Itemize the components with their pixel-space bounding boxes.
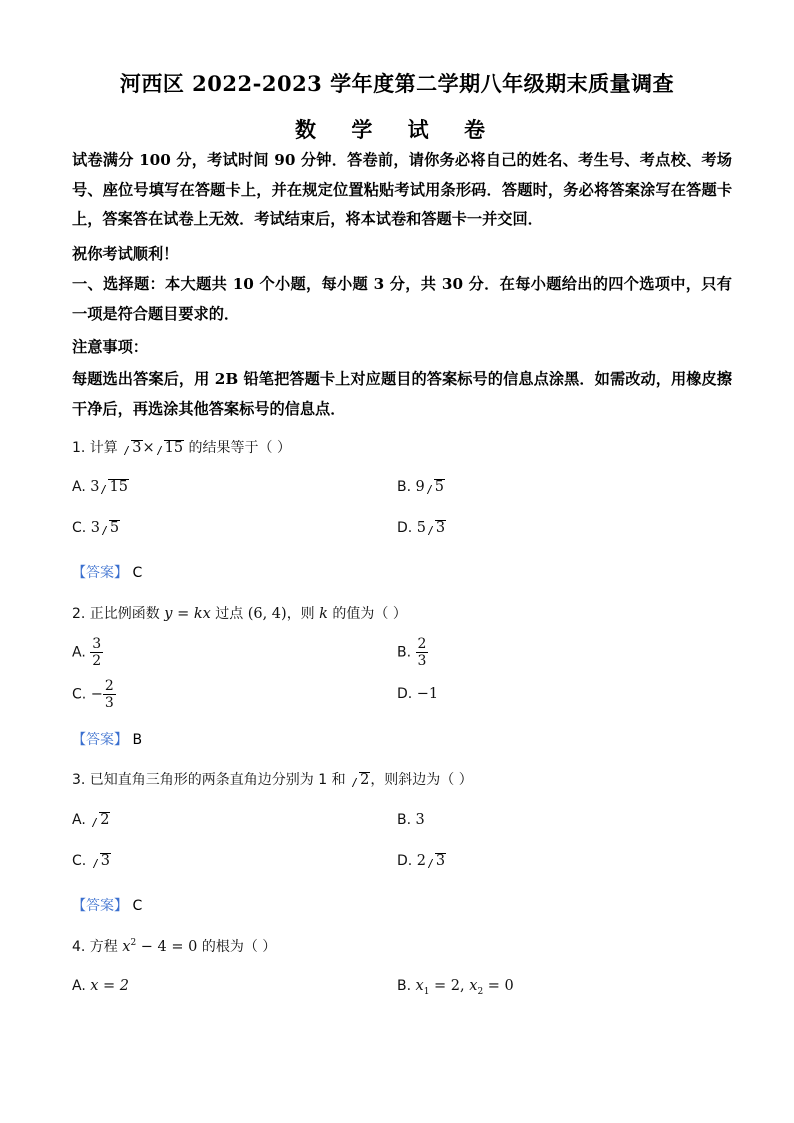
question-3-stem: 3. 已知直角三角形的两条直角边分别为 1 和 2，则斜边为（ ） <box>72 772 473 788</box>
question-3-option-d[interactable]: D. 2 3 <box>397 853 446 869</box>
sqrt-symbol: 15 <box>155 440 184 456</box>
question-2-stem: 2. 正比例函数 y = kx 过点 (6, 4)，则 k 的值为（ ） <box>72 606 407 622</box>
question-1-option-a[interactable]: A. 3 15 <box>72 479 128 495</box>
sqrt-symbol: 3 <box>122 440 142 456</box>
question-3-answer: 【答案】 C <box>72 898 143 914</box>
question-1-option-c[interactable]: C. 3 5 <box>72 520 120 536</box>
question-2-option-b[interactable]: B. $\frac{2}{3}$ <box>397 636 427 669</box>
question-4-option-a[interactable]: A. x = 2 <box>72 978 130 994</box>
question-3-option-c[interactable]: C. 3 <box>72 853 110 869</box>
question-4-stem: 4. 方程 $x^2 - 4 = 0$ 的根为（ ） <box>72 938 277 955</box>
question-2-answer: 【答案】 B <box>72 732 143 748</box>
notice-title: 注意事项： <box>72 338 148 356</box>
question-1-option-b[interactable]: B. 9 5 <box>397 479 444 495</box>
question-1-option-d[interactable]: D. 5 3 <box>397 520 446 536</box>
question-2-option-d[interactable]: D. −1 <box>397 686 439 702</box>
instructions-intro: 试卷满分 100 分，考试时间 90 分钟．答卷前，请你务必将自己的姓名、考生号、考点校、考场号、座位号填写在答题卡上，并在规定位置粘贴考试用条形码．答题时，务必将答案涂写在答题卡上，答案答在试卷上无效．考试结束后，将本试卷和答题卡一并交回． <box>72 151 732 228</box>
question-2-option-c[interactable]: C. − $\frac{2}{3}$ <box>72 678 114 711</box>
instructions-wish: 祝你考试顺利！ <box>72 245 179 263</box>
notice-body: 每题选出答案后，用 2B 铅笔把答题卡上对应题目的答案标号的信息点涂黑．如需改动，用橡皮擦干净后，再选涂其他答案标号的信息点． <box>72 370 732 418</box>
question-2-option-a[interactable]: A. $\frac{3}{2}$ <box>72 636 102 669</box>
question-4-option-b[interactable]: B. $x_1 = 2$, $x_2 = 0$ <box>397 978 514 997</box>
exam-title: 河西区 2022-2023 学年度第二学期八年级期末质量调查 <box>119 71 675 96</box>
question-1-answer: 【答案】 C <box>72 565 143 581</box>
question-3-option-b[interactable]: B. 3 <box>397 812 425 828</box>
question-3-option-a[interactable]: A. 2 <box>72 812 110 828</box>
section-heading: 一、选择题：本大题共 10 个小题，每小题 3 分，共 30 分．在每小题给出的四个选项中，只有一项是符合题目要求的． <box>72 275 732 323</box>
exam-subtitle: 数 学 试 卷 <box>295 117 499 142</box>
question-1-stem: 1. 计算 3× 15 的结果等于（ ） <box>72 440 292 456</box>
